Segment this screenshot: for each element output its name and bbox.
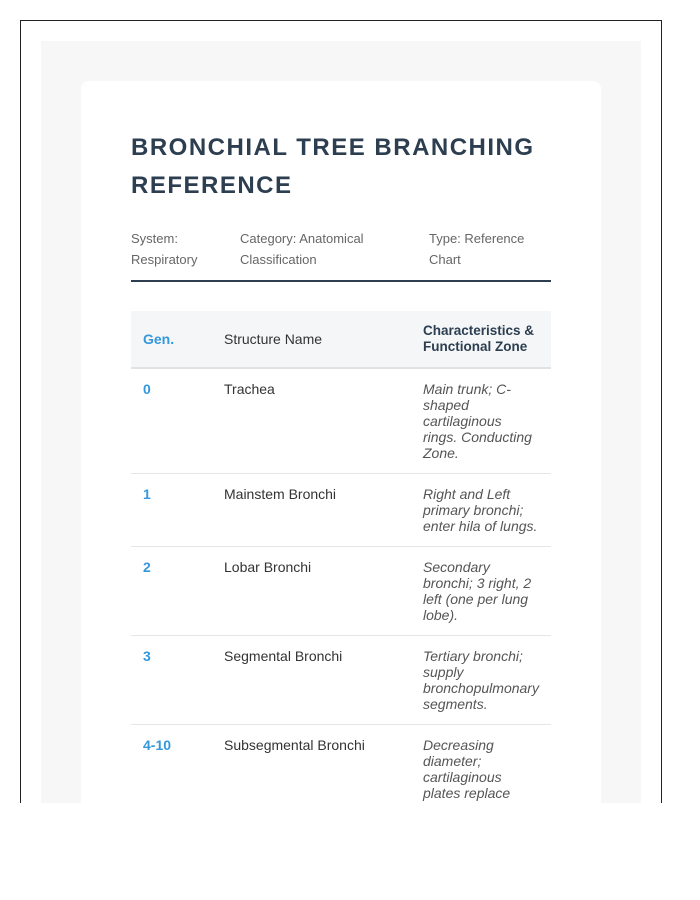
meta-category: Category: Anatomical Classification [240,231,364,267]
row-generation: 3 [131,636,212,725]
row-generation: 1 [131,474,212,547]
table-row [131,368,551,474]
row-description: Decreasing diameter; cartilaginous plates replace [411,725,551,804]
row-structure: Lobar Bronchi [212,547,411,636]
page-title: BRONCHIAL TREE BRANCHING REFERENCE [131,134,535,199]
document-viewport [20,20,662,803]
page-background [41,41,641,803]
table-row [131,725,551,804]
row-generation: 0 [131,368,212,474]
table-row [131,547,551,636]
table-header-row [131,311,551,368]
row-description: Right and Left primary bronchi; enter hila of lungs. [411,474,551,547]
meta-system: System: Respiratory [131,231,198,267]
row-generation: 2 [131,547,212,636]
row-structure: Subsegmental Bronchi [212,725,411,804]
branching-table [131,311,551,803]
meta-type: Type: Reference Chart [429,231,525,267]
row-structure: Segmental Bronchi [212,636,411,725]
column-header-generation: Gen. [131,311,212,368]
table-row [131,636,551,725]
reference-card [81,81,601,803]
row-description: Secondary bronchi; 3 right, 2 left (one per lung lobe). [411,547,551,636]
row-structure: Mainstem Bronchi [212,474,411,547]
row-description: Main trunk; C-shaped cartilaginous rings. Conducting Zone. [411,368,551,474]
column-header-characteristics: Characteristics & Functional Zone [411,311,551,368]
row-structure: Trachea [212,368,411,474]
row-description: Tertiary bronchi; supply bronchopulmonary segments. [411,636,551,725]
row-generation: 4-10 [131,725,212,804]
metadata-bar [131,228,551,282]
column-header-structure: Structure Name [212,311,411,368]
table-row [131,474,551,547]
